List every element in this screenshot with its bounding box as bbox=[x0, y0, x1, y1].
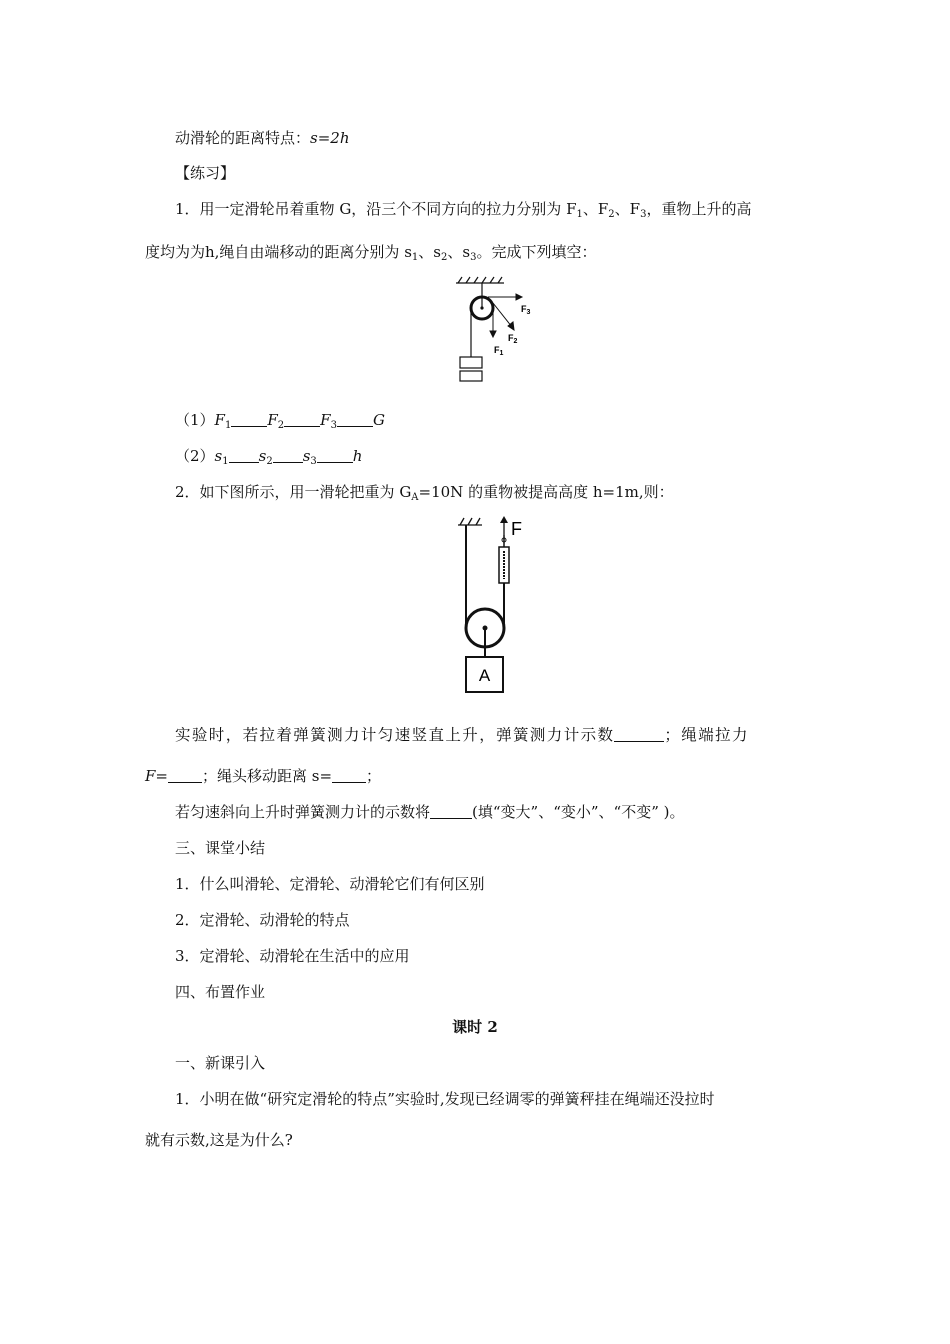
exp3-text-a: 若匀速斜向上升时弹簧测力计的示数将 bbox=[175, 803, 431, 821]
q1-s-sub-3: 3 bbox=[470, 252, 477, 263]
q1-sep-1: 、F bbox=[582, 200, 609, 218]
f2-label: $F_2$ bbox=[508, 333, 518, 345]
weight-bottom bbox=[460, 371, 482, 381]
exp2-text-c: ； bbox=[366, 767, 382, 785]
q2-text: 2．如下图所示，用一滑轮把重为 G bbox=[175, 483, 412, 501]
exp1-text-a: 实验时，若拉着弹簧测力计匀速竖直上升，弹簧测力计示数 bbox=[175, 726, 615, 744]
ceiling-hatch-2 bbox=[458, 518, 482, 525]
section-4-heading: 四、布置作业 bbox=[175, 983, 266, 1001]
question-2 bbox=[175, 482, 674, 508]
exp2-text-b: ；绳头移动距离 s= bbox=[201, 767, 333, 785]
q2-sub: A bbox=[411, 492, 419, 503]
summary-item-2: 2．定滑轮、动滑轮的特点 bbox=[175, 911, 350, 929]
sub2-s3-index: 3 bbox=[310, 456, 317, 467]
movable-pulley-distance-text bbox=[175, 128, 350, 148]
q1-sub-question-1 bbox=[175, 410, 385, 436]
sub1-f2: F bbox=[267, 411, 278, 429]
intro-question-1-line-1: 1．小明在做“研究定滑轮的特点”实验时,发现已经调零的弹簧秤挂在绳端还没拉时 bbox=[175, 1090, 715, 1108]
exp3-text-b: (填“变大”、“变小”、“不变” )。 bbox=[472, 803, 685, 821]
sub2-s1: s bbox=[214, 447, 223, 465]
section-1-heading: 一、新课引入 bbox=[175, 1054, 266, 1072]
blank-rope-force[interactable] bbox=[168, 768, 202, 783]
sub2-s3: s bbox=[302, 447, 311, 465]
intro-question-1-line-2: 就有示数,这是为什么? bbox=[145, 1131, 293, 1149]
sub1-num: （1） bbox=[175, 411, 215, 429]
q1-sub-question-2 bbox=[175, 446, 362, 472]
blank-s1-s2[interactable] bbox=[229, 448, 259, 463]
q1-text-b: ，重物上升的高 bbox=[646, 200, 752, 218]
blank-rope-distance[interactable] bbox=[332, 768, 366, 783]
sub2-num: （2） bbox=[175, 447, 215, 465]
q1-sub-3: 3 bbox=[640, 209, 647, 220]
force-arrow-head bbox=[500, 516, 508, 523]
q1-end: 。完成下列填空： bbox=[476, 243, 597, 261]
sub2-h: h bbox=[352, 447, 363, 465]
question-1-line-2 bbox=[145, 242, 596, 268]
blank-f1-f2[interactable] bbox=[231, 412, 267, 427]
question-1-line-1 bbox=[175, 199, 751, 225]
weight-top bbox=[460, 357, 482, 368]
blank-s3-h[interactable] bbox=[317, 448, 353, 463]
distance-label: 动滑轮的距离特点： bbox=[175, 129, 311, 147]
sub1-f1-index: 1 bbox=[224, 420, 232, 431]
f3-label: $F_3$ bbox=[521, 304, 531, 316]
spring-scale bbox=[499, 535, 509, 583]
q1-sep-b: 、s bbox=[447, 243, 471, 261]
ceiling-hatch bbox=[456, 277, 504, 283]
experiment-line-2 bbox=[145, 766, 381, 786]
practice-header: 【练习】 bbox=[175, 164, 236, 182]
sub2-s2-index: 2 bbox=[266, 456, 273, 467]
blank-f3-g[interactable] bbox=[337, 412, 373, 427]
sub1-f2-index: 2 bbox=[277, 420, 285, 431]
q1-s-sub-2: 2 bbox=[440, 252, 448, 263]
q1-text-a: 1．用一定滑轮吊着重物 G，沿三个不同方向的拉力分别为 F bbox=[175, 200, 577, 218]
q1-sub-1: 1 bbox=[576, 209, 583, 220]
q2-rest: =10N 的重物被提高高度 h=1m,则： bbox=[418, 483, 674, 501]
exp1-text-b: ；绳端拉力 bbox=[664, 726, 749, 744]
force-f-label: F bbox=[511, 519, 522, 539]
experiment-line-1 bbox=[175, 725, 749, 745]
q1-sep-a: 、s bbox=[418, 243, 441, 261]
experiment-line-3 bbox=[175, 802, 685, 822]
summary-item-1: 1．什么叫滑轮、定滑轮、动滑轮它们有何区别 bbox=[175, 875, 485, 893]
section-3-heading: 三、课堂小结 bbox=[175, 839, 266, 857]
pulley-axle bbox=[480, 306, 483, 309]
sub1-f3-index: 3 bbox=[330, 420, 337, 431]
q1-sub-2: 2 bbox=[608, 209, 615, 220]
blank-s2-s3[interactable] bbox=[273, 448, 303, 463]
blank-scale-reading[interactable] bbox=[614, 727, 664, 742]
fixed-pulley-figure bbox=[448, 275, 538, 387]
sub1-f3: F bbox=[320, 411, 331, 429]
sub1-g: G bbox=[372, 411, 385, 429]
sub1-f1: F bbox=[214, 411, 225, 429]
blank-f2-f3[interactable] bbox=[284, 412, 320, 427]
force-arrows bbox=[488, 294, 522, 337]
q1-line2-text: 度均为为h,绳自由端移动的距离分别为 s bbox=[145, 243, 412, 261]
sub2-s2: s bbox=[258, 447, 267, 465]
q1-sep-2: 、F bbox=[614, 200, 641, 218]
q1-s-sub-1: 1 bbox=[411, 252, 419, 263]
summary-item-3: 3．定滑轮、动滑轮在生活中的应用 bbox=[175, 947, 410, 965]
lesson-2-title: 课时 2 bbox=[452, 1018, 498, 1036]
distance-formula: s=2h bbox=[310, 129, 350, 147]
blank-oblique-reading[interactable] bbox=[430, 804, 472, 819]
exp2-text-a: F= bbox=[145, 767, 168, 785]
movable-pulley-figure bbox=[450, 515, 540, 695]
block-a-label: A bbox=[478, 666, 491, 685]
f1-label: $F_1$ bbox=[494, 345, 504, 357]
sub2-s1-index: 1 bbox=[222, 456, 229, 467]
